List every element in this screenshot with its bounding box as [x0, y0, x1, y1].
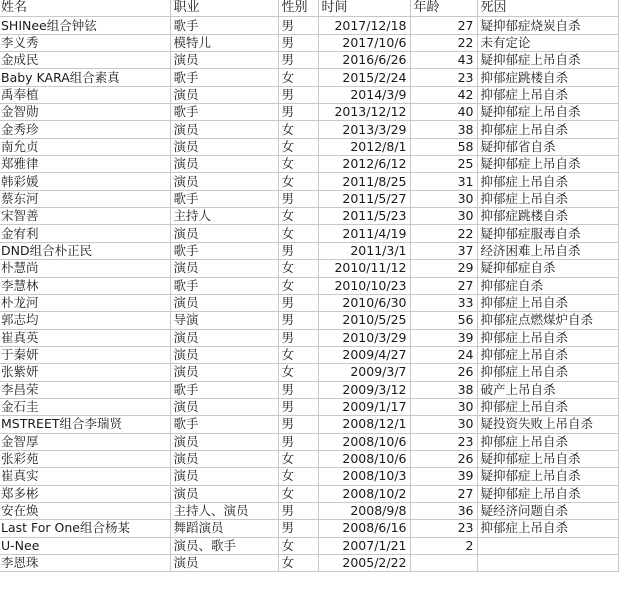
cell-date[interactable]: 2012/6/12	[318, 156, 410, 173]
cell-date[interactable]: 2008/10/6	[318, 433, 410, 450]
cell-name[interactable]: 崔真英	[0, 329, 170, 346]
cell-cause[interactable]: 抑郁症上吊自杀	[477, 190, 618, 207]
cell-name[interactable]: 金成民	[0, 52, 170, 69]
cell-gender[interactable]: 男	[278, 312, 318, 329]
cell-gender[interactable]: 女	[278, 346, 318, 363]
cell-occupation[interactable]: 导演	[170, 312, 278, 329]
cell-cause[interactable]: 疑投资失败上吊自杀	[477, 416, 618, 433]
cell-occupation[interactable]: 演员、歌手	[170, 537, 278, 554]
cell-age[interactable]: 24	[410, 346, 477, 363]
table-row	[0, 555, 618, 572]
cell-name[interactable]: 郭志均	[0, 312, 170, 329]
cell-name[interactable]: 崔真实	[0, 468, 170, 485]
cell-name[interactable]: 李昌荣	[0, 381, 170, 398]
cell-gender[interactable]: 男	[278, 294, 318, 311]
cell-name[interactable]: Last For One组合杨某	[0, 520, 170, 537]
cell-age[interactable]: 23	[410, 520, 477, 537]
cell-occupation[interactable]: 主持人	[170, 208, 278, 225]
cell-date[interactable]: 2010/11/12	[318, 260, 410, 277]
cell-occupation[interactable]: 歌手	[170, 416, 278, 433]
table-row	[0, 277, 618, 294]
cell-name[interactable]: DND组合朴正民	[0, 242, 170, 259]
table-row	[0, 156, 618, 173]
cell-occupation[interactable]: 主持人、演员	[170, 502, 278, 519]
cell-age[interactable]: 30	[410, 208, 477, 225]
cell-date[interactable]: 2008/9/8	[318, 502, 410, 519]
cell-name[interactable]: 朴慧尚	[0, 260, 170, 277]
header-name[interactable]: 姓名	[0, 0, 170, 17]
cell-gender[interactable]: 男	[278, 34, 318, 51]
cell-occupation[interactable]: 歌手	[170, 190, 278, 207]
cell-occupation[interactable]: 歌手	[170, 277, 278, 294]
table-row	[0, 34, 618, 51]
table-row	[0, 398, 618, 415]
cell-gender[interactable]: 男	[278, 52, 318, 69]
cell-cause[interactable]: 抑郁症上吊自杀	[477, 433, 618, 450]
table-row	[0, 537, 618, 554]
table-row	[0, 52, 618, 69]
table-row	[0, 208, 618, 225]
cell-name[interactable]: 蔡东河	[0, 190, 170, 207]
cell-name[interactable]: 李义秀	[0, 34, 170, 51]
cell-cause[interactable]: 抑郁症上吊自杀	[477, 364, 618, 381]
cell-gender[interactable]: 男	[278, 104, 318, 121]
cell-date[interactable]: 2010/10/23	[318, 277, 410, 294]
cell-occupation[interactable]: 演员	[170, 294, 278, 311]
cell-occupation[interactable]: 歌手	[170, 381, 278, 398]
cell-date[interactable]: 2007/1/21	[318, 537, 410, 554]
table-row	[0, 86, 618, 103]
cell-age[interactable]: 37	[410, 242, 477, 259]
cell-gender[interactable]: 男	[278, 17, 318, 34]
cell-cause[interactable]: 疑抑郁症自杀	[477, 260, 618, 277]
cell-date[interactable]: 2009/3/12	[318, 381, 410, 398]
table-row	[0, 502, 618, 519]
cell-cause[interactable]: 抑郁症点燃煤炉自杀	[477, 312, 618, 329]
cell-gender[interactable]: 男	[278, 381, 318, 398]
cell-occupation[interactable]: 歌手	[170, 242, 278, 259]
cell-occupation[interactable]: 演员	[170, 156, 278, 173]
cell-age[interactable]: 33	[410, 294, 477, 311]
table-row	[0, 294, 618, 311]
cell-date[interactable]: 2012/8/1	[318, 138, 410, 155]
cell-name[interactable]: 于秦妍	[0, 346, 170, 363]
cell-gender[interactable]: 女	[278, 364, 318, 381]
cell-age[interactable]	[410, 555, 477, 572]
table-body	[0, 17, 618, 572]
cell-occupation[interactable]: 演员	[170, 468, 278, 485]
cell-gender[interactable]: 男	[278, 242, 318, 259]
cell-name[interactable]: 郑多彬	[0, 485, 170, 502]
cell-gender[interactable]: 女	[278, 138, 318, 155]
cell-age[interactable]: 40	[410, 104, 477, 121]
cell-age[interactable]: 58	[410, 138, 477, 155]
cell-cause[interactable]: 抑郁症上吊自杀	[477, 329, 618, 346]
cell-gender[interactable]: 女	[278, 121, 318, 138]
cell-occupation[interactable]: 演员	[170, 450, 278, 467]
cell-date[interactable]: 2008/10/6	[318, 450, 410, 467]
table-row	[0, 138, 618, 155]
table-row	[0, 450, 618, 467]
cell-name[interactable]: Baby KARA组合素真	[0, 69, 170, 86]
cell-age[interactable]: 22	[410, 225, 477, 242]
cell-cause[interactable]: 抑郁症上吊自杀	[477, 398, 618, 415]
cell-age[interactable]: 56	[410, 312, 477, 329]
cell-occupation[interactable]: 演员	[170, 398, 278, 415]
cell-gender[interactable]: 男	[278, 502, 318, 519]
cell-gender[interactable]: 男	[278, 520, 318, 537]
table-row	[0, 312, 618, 329]
cell-cause[interactable]: 疑抑郁省自杀	[477, 138, 618, 155]
cell-cause[interactable]: 疑抑郁症上吊自杀	[477, 52, 618, 69]
cell-age[interactable]: 31	[410, 173, 477, 190]
cell-cause[interactable]: 抑郁症上吊自杀	[477, 520, 618, 537]
cell-cause[interactable]: 抑郁症上吊自杀	[477, 346, 618, 363]
cell-date[interactable]: 2011/5/23	[318, 208, 410, 225]
cell-cause[interactable]: 疑抑郁症上吊自杀	[477, 104, 618, 121]
table-row	[0, 468, 618, 485]
cell-occupation[interactable]: 歌手	[170, 17, 278, 34]
header-cause[interactable]: 死因	[477, 0, 618, 17]
cell-occupation[interactable]: 演员	[170, 121, 278, 138]
cell-occupation[interactable]: 演员	[170, 433, 278, 450]
cell-age[interactable]: 43	[410, 52, 477, 69]
cell-cause[interactable]: 抑郁症跳楼自杀	[477, 208, 618, 225]
cell-name[interactable]: U-Nee	[0, 537, 170, 554]
cell-cause[interactable]: 抑郁症自杀	[477, 277, 618, 294]
cell-gender[interactable]: 女	[278, 69, 318, 86]
table-row	[0, 17, 618, 34]
cell-gender[interactable]: 女	[278, 156, 318, 173]
cell-name[interactable]: 安在焕	[0, 502, 170, 519]
header-occupation[interactable]: 职业	[170, 0, 278, 17]
cell-name[interactable]: 郑雅律	[0, 156, 170, 173]
cell-cause[interactable]	[477, 537, 618, 554]
cell-date[interactable]: 2009/1/17	[318, 398, 410, 415]
cell-occupation[interactable]: 演员	[170, 225, 278, 242]
cell-name[interactable]: MSTREET组合李瑞贤	[0, 416, 170, 433]
cell-age[interactable]: 25	[410, 156, 477, 173]
cell-age[interactable]: 2	[410, 537, 477, 554]
cell-gender[interactable]: 女	[278, 450, 318, 467]
cell-name[interactable]: 禹奉植	[0, 86, 170, 103]
cell-date[interactable]: 2015/2/24	[318, 69, 410, 86]
cell-cause[interactable]: 疑抑郁症上吊自杀	[477, 450, 618, 467]
cell-age[interactable]: 39	[410, 468, 477, 485]
cell-date[interactable]: 2008/10/3	[318, 468, 410, 485]
cell-cause[interactable]: 经济困难上吊自杀	[477, 242, 618, 259]
table-row	[0, 520, 618, 537]
cell-date[interactable]: 2008/12/1	[318, 416, 410, 433]
cell-age[interactable]: 36	[410, 502, 477, 519]
cell-gender[interactable]: 男	[278, 416, 318, 433]
cell-age[interactable]: 42	[410, 86, 477, 103]
cell-name[interactable]: 张彩苑	[0, 450, 170, 467]
cell-occupation[interactable]: 演员	[170, 260, 278, 277]
cell-cause[interactable]	[477, 555, 618, 572]
cell-cause[interactable]: 抑郁症上吊自杀	[477, 173, 618, 190]
cell-date[interactable]: 2013/3/29	[318, 121, 410, 138]
cell-cause[interactable]: 疑抑郁症上吊自杀	[477, 156, 618, 173]
cell-gender[interactable]: 女	[278, 260, 318, 277]
cell-date[interactable]: 2010/6/30	[318, 294, 410, 311]
cell-date[interactable]: 2010/3/29	[318, 329, 410, 346]
table-row	[0, 346, 618, 363]
cell-date[interactable]: 2017/10/6	[318, 34, 410, 51]
cell-name[interactable]: 李恩珠	[0, 555, 170, 572]
cell-cause[interactable]: 疑抑郁症上吊自杀	[477, 485, 618, 502]
cell-cause[interactable]: 抑郁症上吊自杀	[477, 294, 618, 311]
cell-gender[interactable]: 男	[278, 398, 318, 415]
table-row	[0, 242, 618, 259]
cell-date[interactable]: 2005/2/22	[318, 555, 410, 572]
cell-gender[interactable]: 女	[278, 555, 318, 572]
table-row	[0, 104, 618, 121]
cell-date[interactable]: 2013/12/12	[318, 104, 410, 121]
cell-age[interactable]: 26	[410, 450, 477, 467]
table-row	[0, 364, 618, 381]
cell-gender[interactable]: 女	[278, 225, 318, 242]
cell-gender[interactable]: 女	[278, 208, 318, 225]
cell-name[interactable]: 张紫妍	[0, 364, 170, 381]
table-row	[0, 433, 618, 450]
cell-date[interactable]: 2011/8/25	[318, 173, 410, 190]
header-row	[0, 0, 618, 17]
cell-age[interactable]: 23	[410, 433, 477, 450]
cell-cause[interactable]: 抑郁症上吊自杀	[477, 86, 618, 103]
cell-name[interactable]: 金智勋	[0, 104, 170, 121]
cell-age[interactable]: 38	[410, 121, 477, 138]
cell-name[interactable]: 金秀珍	[0, 121, 170, 138]
cell-date[interactable]: 2010/5/25	[318, 312, 410, 329]
cell-occupation[interactable]: 歌手	[170, 104, 278, 121]
cell-date[interactable]: 2009/4/27	[318, 346, 410, 363]
cell-gender[interactable]: 男	[278, 86, 318, 103]
cell-cause[interactable]: 疑抑郁症上吊自杀	[477, 468, 618, 485]
table-row	[0, 416, 618, 433]
cell-occupation[interactable]: 歌手	[170, 69, 278, 86]
cell-gender[interactable]: 男	[278, 190, 318, 207]
cell-name[interactable]: 金石圭	[0, 398, 170, 415]
cell-date[interactable]: 2011/4/19	[318, 225, 410, 242]
cell-date[interactable]: 2011/3/1	[318, 242, 410, 259]
cell-age[interactable]: 30	[410, 416, 477, 433]
cell-date[interactable]: 2008/6/16	[318, 520, 410, 537]
cell-date[interactable]: 2008/10/2	[318, 485, 410, 502]
cell-age[interactable]: 30	[410, 398, 477, 415]
cell-age[interactable]: 38	[410, 381, 477, 398]
cell-name[interactable]: 南允贞	[0, 138, 170, 155]
cell-occupation[interactable]: 演员	[170, 173, 278, 190]
cell-occupation[interactable]: 演员	[170, 364, 278, 381]
cell-age[interactable]: 22	[410, 34, 477, 51]
cell-date[interactable]: 2009/3/7	[318, 364, 410, 381]
cell-occupation[interactable]: 演员	[170, 555, 278, 572]
cell-name[interactable]: 韩彩媛	[0, 173, 170, 190]
cell-age[interactable]: 27	[410, 277, 477, 294]
table-row	[0, 173, 618, 190]
cell-gender[interactable]: 女	[278, 277, 318, 294]
cell-gender[interactable]: 男	[278, 329, 318, 346]
cell-gender[interactable]: 女	[278, 537, 318, 554]
cell-occupation[interactable]: 演员	[170, 138, 278, 155]
cell-occupation[interactable]: 演员	[170, 346, 278, 363]
cell-age[interactable]: 29	[410, 260, 477, 277]
cell-age[interactable]: 27	[410, 17, 477, 34]
cell-date[interactable]: 2016/6/26	[318, 52, 410, 69]
cell-name[interactable]: 宋智善	[0, 208, 170, 225]
cell-age[interactable]: 26	[410, 364, 477, 381]
table-row	[0, 329, 618, 346]
cell-cause[interactable]: 疑抑郁症服毒自杀	[477, 225, 618, 242]
cell-cause[interactable]: 抑郁症跳楼自杀	[477, 69, 618, 86]
cell-occupation[interactable]: 演员	[170, 485, 278, 502]
table-row	[0, 190, 618, 207]
cell-date[interactable]: 2017/12/18	[318, 17, 410, 34]
header-age[interactable]: 年龄	[410, 0, 477, 17]
header-date[interactable]: 时间	[318, 0, 410, 17]
table-row	[0, 381, 618, 398]
cell-cause[interactable]: 未有定论	[477, 34, 618, 51]
table-row	[0, 69, 618, 86]
cell-cause[interactable]: 破产上吊自杀	[477, 381, 618, 398]
header-gender[interactable]: 性别	[278, 0, 318, 17]
cell-occupation[interactable]: 演员	[170, 52, 278, 69]
table-row	[0, 485, 618, 502]
cell-name[interactable]: 李慧林	[0, 277, 170, 294]
cell-gender[interactable]: 女	[278, 485, 318, 502]
cell-age[interactable]: 23	[410, 69, 477, 86]
cell-date[interactable]: 2014/3/9	[318, 86, 410, 103]
table-row	[0, 260, 618, 277]
cell-occupation[interactable]: 舞蹈演员	[170, 520, 278, 537]
cell-age[interactable]: 39	[410, 329, 477, 346]
cell-age[interactable]: 27	[410, 485, 477, 502]
table-row	[0, 121, 618, 138]
cell-cause[interactable]: 疑经济问题自杀	[477, 502, 618, 519]
cell-gender[interactable]: 男	[278, 433, 318, 450]
cell-name[interactable]: SHINee组合钟铉	[0, 17, 170, 34]
cell-name[interactable]: 金智厚	[0, 433, 170, 450]
cell-occupation[interactable]: 演员	[170, 329, 278, 346]
cell-gender[interactable]: 女	[278, 468, 318, 485]
cell-cause[interactable]: 疑抑郁症烧炭自杀	[477, 17, 618, 34]
cell-name[interactable]: 金宥利	[0, 225, 170, 242]
cell-name[interactable]: 朴龙河	[0, 294, 170, 311]
cell-gender[interactable]: 女	[278, 173, 318, 190]
cell-date[interactable]: 2011/5/27	[318, 190, 410, 207]
cell-age[interactable]: 30	[410, 190, 477, 207]
cell-cause[interactable]: 抑郁症上吊自杀	[477, 121, 618, 138]
cell-occupation[interactable]: 模特儿	[170, 34, 278, 51]
table-row	[0, 225, 618, 242]
cell-occupation[interactable]: 演员	[170, 86, 278, 103]
